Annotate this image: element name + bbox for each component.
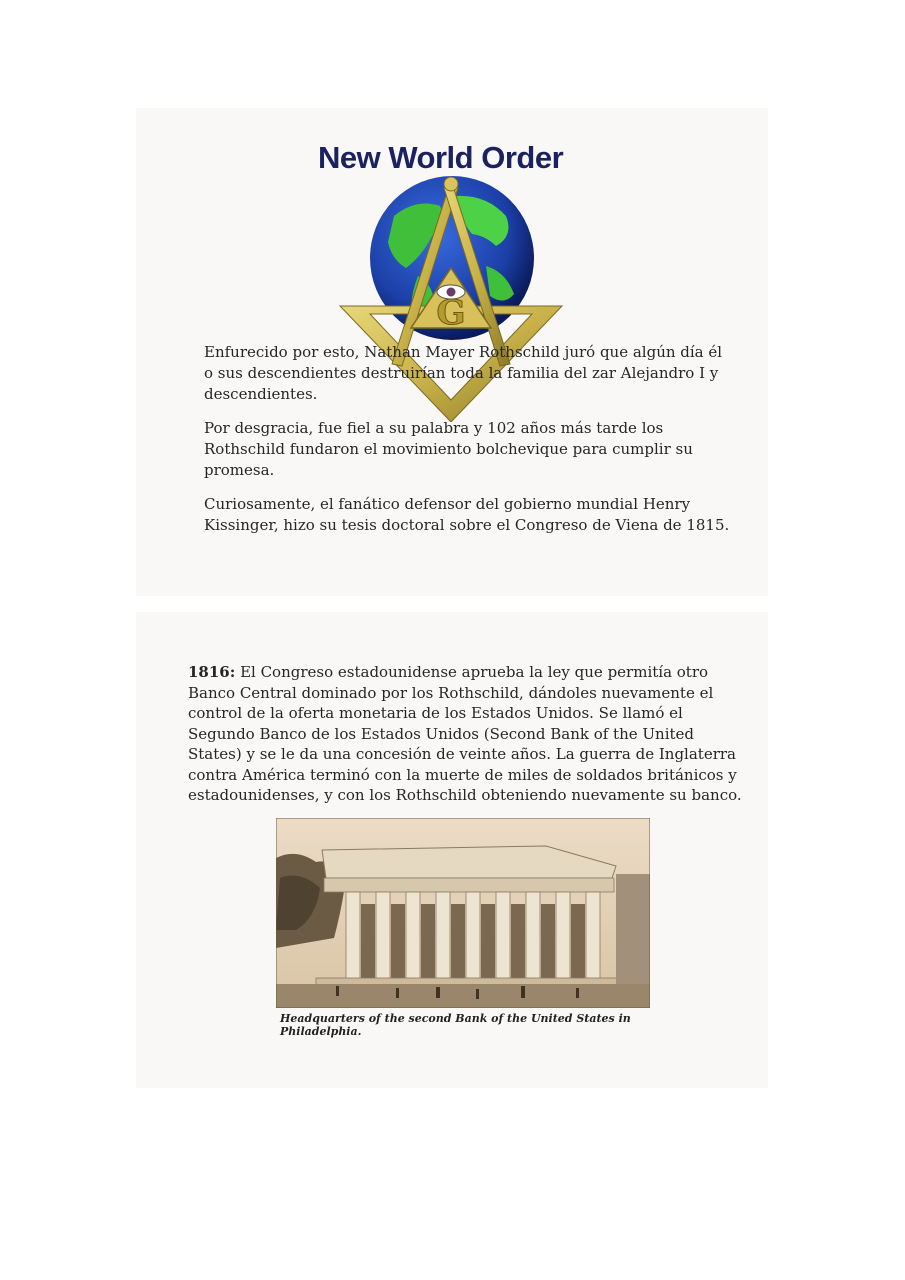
emblem-letter: G (436, 293, 466, 333)
paragraph-1-text: Enfurecido por esto, Nathan Mayer Rothschild juró que algún día él o sus descendientes destruirían toda la familia del zar Alejandro I y descendientes. (204, 343, 723, 403)
paragraph-2-text: Por desgracia, fue fiel a su palabra y 102 años más tarde los Rothschild fundaron el movimiento bolchevique para cumplir su promesa. (204, 419, 693, 479)
paragraph-1 (204, 342, 734, 405)
paragraph-3 (204, 494, 734, 536)
paragraph-2 (204, 418, 734, 481)
new-world-order-title: New World Order (318, 140, 564, 175)
paragraph-1816-text: El Congreso estadounidense aprueba la ley que permitía otro Banco Central dominado por los Rothschild, dándoles nuevamente el control de la oferta monetaria de los Estados Unidos. Se llamó el Segundo Banco de los Estados Unidos (Second Bank of the United States) y se le da una concesión de veinte años. La guerra de Inglaterra contra América terminó con la muerte de miles de soldados británicos y estadounidenses, y con los Rothschild obteniendo nuevamente su banco. (188, 663, 742, 804)
photo-caption: Headquarters of the second Bank of the United States in Philadelphia. (280, 1012, 631, 1038)
paragraph-3-text: Curiosamente, el fanático defensor del gobierno mundial Henry Kissinger, hizo su tesis doctoral sobre el Congreso de Viena de 1815. (204, 495, 730, 534)
year-label: 1816: (188, 663, 236, 681)
second-bank-photo (276, 818, 650, 1008)
paragraph-1816 (188, 662, 748, 806)
